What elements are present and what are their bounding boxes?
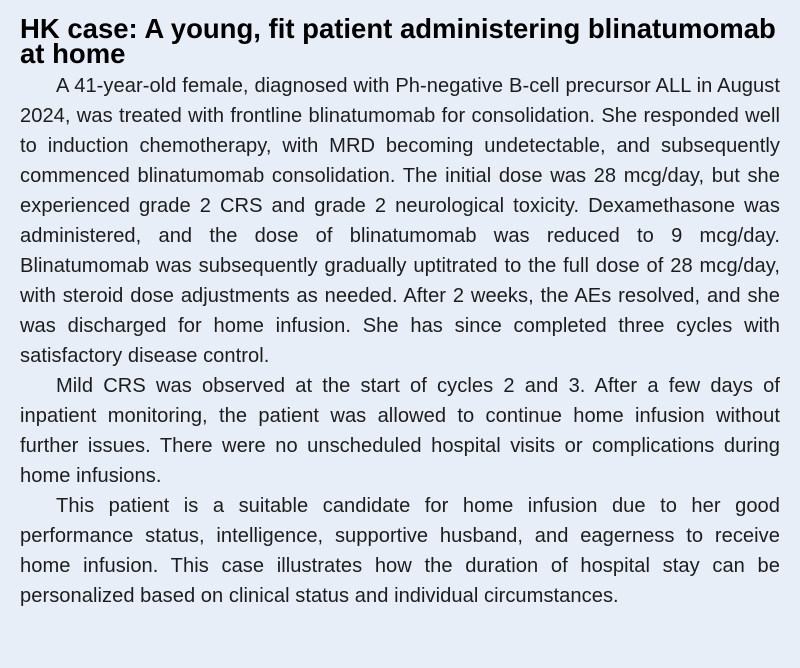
case-paragraph-3: This patient is a suitable candidate for home infusion due to her good performance status, intelligence, supportive husband, and eagerness to receive home infusion. This case illustrates how the duration of hospital stay can be personalized based on clinical status and individual circumstances.: [20, 495, 780, 607]
case-paragraph-2: Mild CRS was observed at the start of cycles 2 and 3. After a few days of inpatient monitoring, the patient was allowed to continue home infusion without further issues. There were no unscheduled hospital visits or complications during home infusions.: [20, 375, 780, 487]
case-paragraph-1: A 41-year-old female, diagnosed with Ph-negative B-cell precursor ALL in August 2024, was treated with frontline blinatumomab for consolidation. She responded well to induction chemotherapy, with MRD becoming undetectable, and subsequently commenced blinatumomab consolidation. The initial dose was 28 mcg/day, but she experienced grade 2 CRS and grade 2 neurological toxicity. Dexamethasone was administered, and the dose of blinatumomab was reduced to 9 mcg/day. Blinatumomab was subsequently gradually uptitrated to the full dose of 28 mcg/day, with steroid dose adjustments as needed. After 2 weeks, the AEs resolved, and she was discharged for home infusion. She has since completed three cycles with satisfactory disease control.: [20, 75, 780, 367]
case-title: HK case: A young, fit patient administering blinatumomab at home: [20, 13, 776, 69]
